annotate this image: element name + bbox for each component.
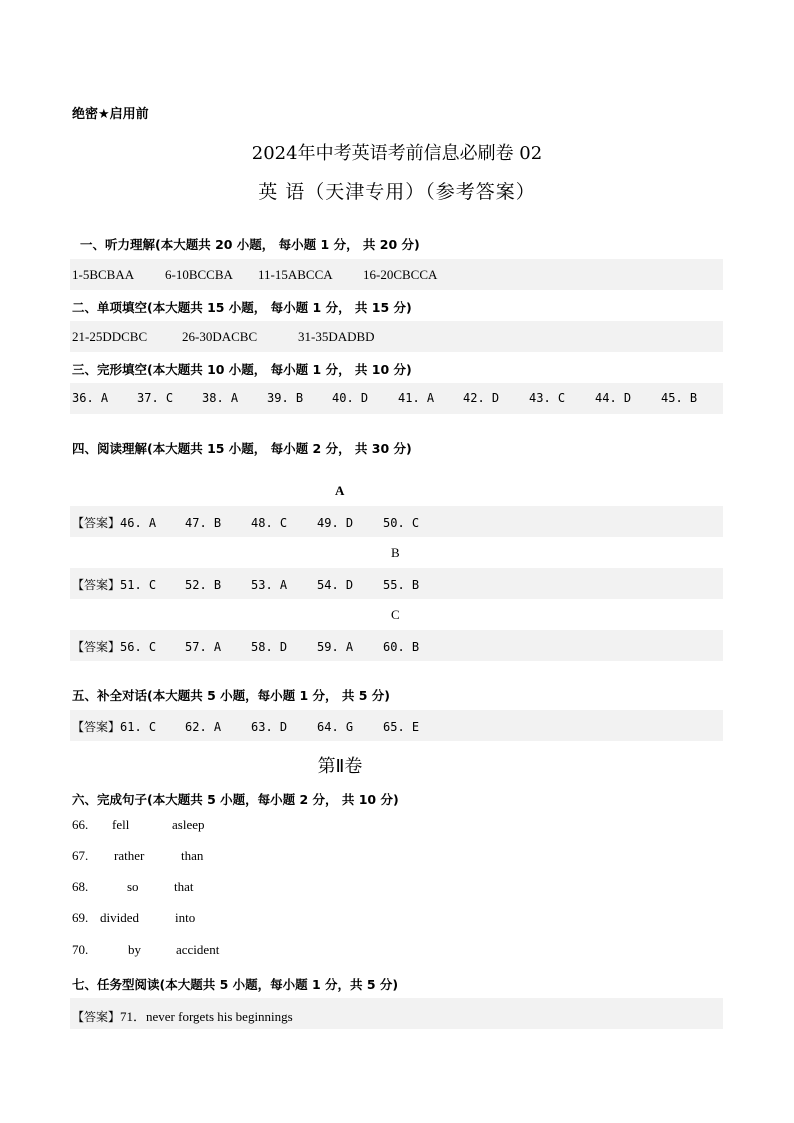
answer-item: 45. B [661,391,698,405]
answer-group: 26-30DACBC [182,329,258,344]
sentence-answer-67 [72,848,203,864]
answer-group: 16-20CBCCA [363,267,438,282]
passage-c-answers [72,638,419,655]
answer-item: 58. D [251,640,288,654]
answer-item: 36. A [72,391,109,405]
answer-item: 62. A [185,720,222,734]
answer-word: fell [112,817,130,832]
answer-item: 53. A [251,578,288,592]
section-6-heading: 六、完成句子(本大题共 5 小题，每小题 2 分， 共 10 分) [72,792,399,807]
answer-item: 43. C [529,391,566,405]
volume-two-title: 第Ⅱ卷 [317,756,363,777]
sentence-answer-70 [72,942,219,958]
answer-word: asleep [172,817,205,832]
sentence-answer-69 [72,910,195,926]
answer-word: divided [100,910,139,925]
answer-item: 42. D [463,391,500,405]
answer-label: 【答案】 [72,578,121,592]
answer-item: 38. A [202,391,239,405]
passage-letter-a: A [335,483,345,498]
answer-word: than [181,848,204,863]
answer-item: 61. C [120,720,157,734]
passage-a-answers [72,514,419,531]
question-number: 69. [72,910,89,925]
section-4-heading: 四、阅读理解(本大题共 15 小题， 每小题 2 分， 共 30 分) [72,441,412,456]
section-7-answers [72,1006,293,1025]
sentence-answer-66 [72,817,204,833]
answer-item: 46. A [120,516,157,530]
answer-item: 37. C [137,391,174,405]
section-1-heading: 一、听力理解(本大题共 20 小题， 每小题 1 分， 共 20 分) [80,237,420,252]
section-3-answers [72,391,697,405]
section-7-heading: 七、任务型阅读(本大题共 5 小题，每小题 1 分，共 5 分) [72,977,399,992]
answer-item: 47. B [185,516,222,530]
answer-item: 49. D [317,516,354,530]
answer-group: 1-5BCBAA [72,267,135,282]
answer-item: 52. B [185,578,222,592]
answer-item: 63. D [251,720,288,734]
question-number: 67. [72,848,89,863]
answer-word: rather [114,848,145,863]
section-2-answers [72,329,375,345]
question-number: 70. [72,942,89,957]
section-5-heading: 五、补全对话(本大题共 5 小题，每小题 1 分， 共 5 分) [72,688,390,703]
answer-word: by [128,942,141,957]
sentence-answer-68 [72,879,194,895]
section-3-heading: 三、完形填空(本大题共 10 小题， 每小题 1 分， 共 10 分) [72,362,412,377]
answer-group: 6-10BCCBA [165,267,233,282]
answer-item: 51. C [120,578,157,592]
passage-letter-c: C [391,607,400,622]
answer-item: 64. G [317,720,354,734]
answer-item: 65. E [383,720,420,734]
answer-item: 41. A [398,391,435,405]
question-number: 66. [72,817,89,832]
answer-group: 31-35DADBD [298,329,375,344]
answer-label: 【答案】 [72,516,121,530]
document-title: 2024年中考英语考前信息必刷卷 02 [251,143,543,164]
answer-item: 60. B [383,640,420,654]
secret-tag: 绝密★启用前 [72,107,149,122]
answer-group: 11-15ABCCA [258,267,333,282]
answer-item: 55. B [383,578,420,592]
answer-item: 48. C [251,516,288,530]
answer-word: so [127,879,139,894]
answer-word: accident [176,942,220,957]
section-5-answers [72,718,419,735]
answer-item: 56. C [120,640,157,654]
answer-group: 21-25DDCBC [72,329,148,344]
passage-b-answers [72,576,419,593]
answer-item: 57. A [185,640,222,654]
passage-letter-b: B [391,545,400,560]
answer-word: that [174,879,194,894]
answer-item: 44. D [595,391,632,405]
answer-item: 59. A [317,640,354,654]
answer-label: 【答案】 [72,1010,121,1024]
question-number: 68. [72,879,89,894]
answer-text: 71．never forgets his beginnings [120,1009,293,1024]
answer-item: 40. D [332,391,369,405]
answer-item: 54. D [317,578,354,592]
answer-word: into [175,910,196,925]
answer-item: 39. B [267,391,304,405]
answer-item: 50. C [383,516,420,530]
answer-label: 【答案】 [72,640,121,654]
section-1-answers [72,267,437,283]
answer-label: 【答案】 [72,720,121,734]
document-subtitle: 英 语（天津专用）（参考答案） [258,181,536,203]
section-2-heading: 二、单项填空(本大题共 15 小题， 每小题 1 分， 共 15 分) [72,300,412,315]
